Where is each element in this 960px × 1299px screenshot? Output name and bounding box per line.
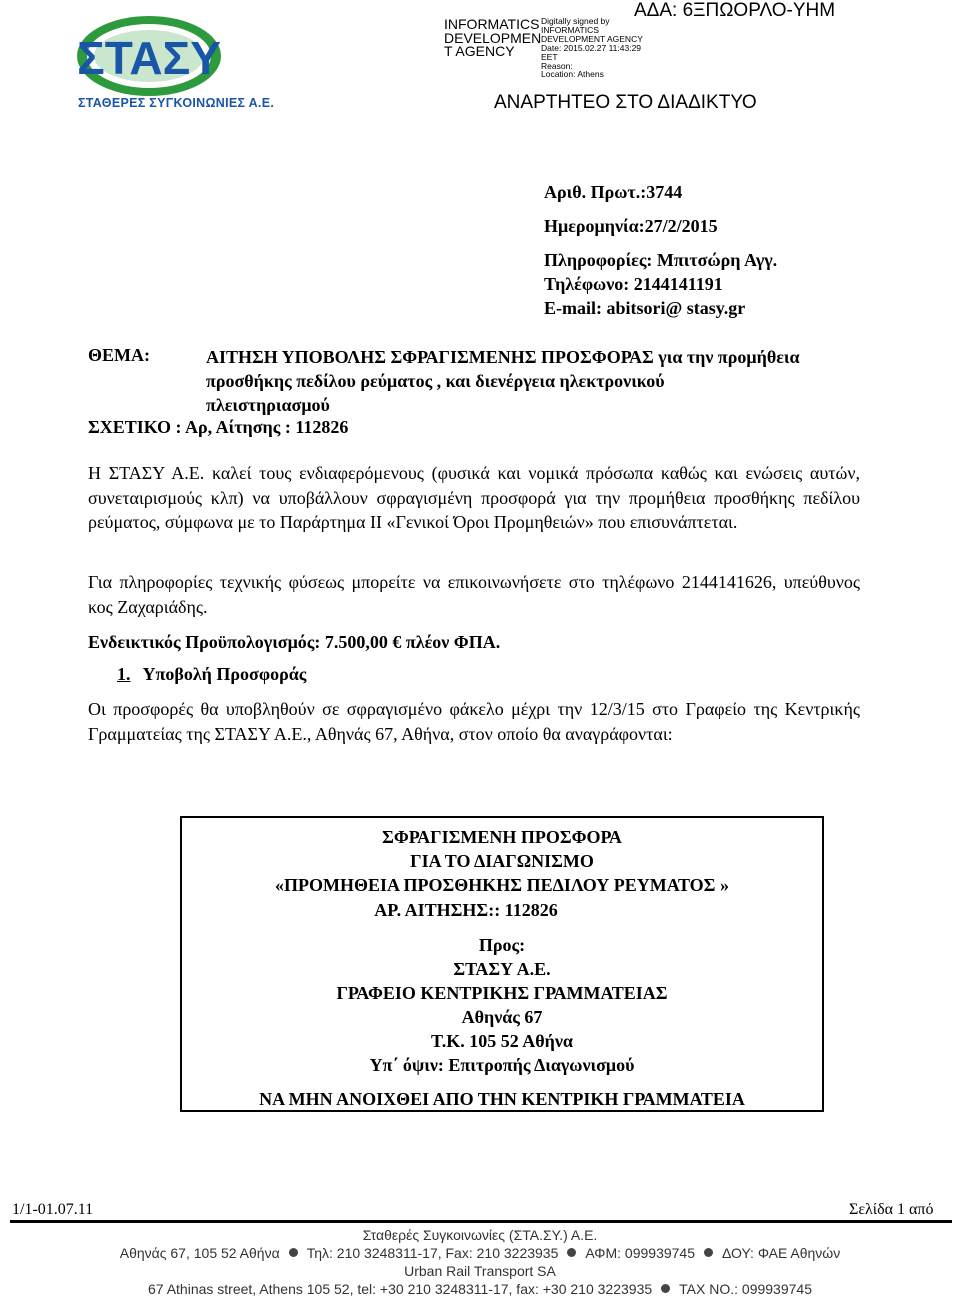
subject-label: ΘΕΜΑ: (88, 345, 150, 365)
envelope-line: «ΠΡΟΜΗΘΕΙΑ ΠΡΟΣΘΗΚΗΣ ΠΕΔΙΛΟΥ ΡΕΥΜΑΤΟΣ » (275, 875, 729, 895)
signature-detail-line: INFORMATICS (541, 24, 599, 35)
submission-paragraph: Οι προσφορές θα υποβληθούν σε σφραγισμένο φάκελο μέχρι την 12/3/15 στο Γραφείο της Κεντρικής Γραμματείας της ΣΤΑΣΥ Α.Ε., Αθηνάς 67, Αθήνα, στον οποίο θα αναγράφονται: (88, 699, 860, 744)
company-name-gr: Σταθερές Συγκοινωνίες (ΣΤΑ.ΣΥ.) Α.Ε. (362, 1227, 598, 1243)
technical-info-paragraph: Για πληροφορίες τεχνικής φύσεως μπορείτε να επικοινωνήσετε στο τηλέφωνο 2144141626, υπεύθυνος κος Ζαχαριάδης. (88, 572, 860, 617)
signature-details (541, 17, 643, 79)
address-gr: Αθηνάς 67, 105 52 Αθήνα (119, 1245, 280, 1261)
envelope-line: Προς: (478, 935, 526, 955)
subject-line: προσθήκης πεδίλου ρεύματος , και διενέργεια ηλεκτρονικού (206, 371, 665, 391)
signature-detail-line: Digitally signed by (541, 16, 610, 26)
related-reference: ΣΧΕΤΙΚΟ : Αρ, Αίτησης : 112826 (88, 417, 349, 437)
ada-code: ΑΔΑ: 6ΞΠΩΟΡΛΟ-ΥΗΜ (634, 0, 836, 21)
envelope-line: ΣΦΡΑΓΙΣΜΕΝΗ ΠΡΟΣΦΟΡΑ (382, 827, 622, 847)
envelope-line: ΓΙΑ ΤΟ ΔΙΑΓΩΝΙΣΜΟ (410, 851, 594, 871)
logo-text: ΣΤΑΣΥ (77, 32, 221, 84)
signature-name-line: INFORMATICS (444, 16, 540, 32)
subject-line: πλειστηριασμού (206, 395, 330, 415)
budget-line: Ενδεικτικός Προϋπολογισμός: 7.500,00 € πλέον ΦΠΑ. (88, 632, 501, 652)
section-number: 1. (117, 664, 131, 684)
document-code: 1/1-01.07.11 (12, 1201, 94, 1218)
envelope-line: Υπ΄ όψιν: Επιτροπής Διαγωνισμού (369, 1055, 635, 1075)
signature-name (444, 16, 542, 59)
signature-name-line: DEVELOPMEN (444, 29, 542, 46)
logo-caption: ΣΤΑΘΕΡΕΣ ΣΥΓΚΟΙΝΩΝΙΕΣ Α.Ε. (78, 96, 275, 110)
bullet-icon (289, 1248, 298, 1257)
page-number: Σελίδα 1 από (849, 1201, 934, 1218)
signature-name-line: T AGENCY (444, 43, 515, 59)
phone: Τηλέφωνο: 2144141191 (544, 274, 723, 294)
company-name-en: Urban Rail Transport SA (404, 1263, 556, 1279)
email: E-mail: abitsori@ stasy.gr (544, 298, 746, 318)
posted-notice: ΑΝΑΡΤΗΤΕΟ ΣΤΟ ΔΙΑΔΙΚΤΥΟ (494, 92, 757, 113)
signature-detail-line: EET (541, 51, 558, 62)
signature-detail-line: DEVELOPMENT AGENCY (541, 33, 643, 44)
envelope-line: ΑΡ. ΑΙΤΗΣΗΣ:: 112826 (374, 900, 558, 920)
footer-divider (10, 1220, 952, 1223)
subject-line: ΑΙΤΗΣΗ ΥΠΟΒΟΛΗΣ ΣΦΡΑΓΙΣΜΕΝΗΣ ΠΡΟΣΦΟΡΑΣ για την προμήθεια (206, 347, 800, 367)
document-date: Ημερομηνία:27/2/2015 (544, 216, 718, 236)
envelope-line: Αθηνάς 67 (461, 1007, 543, 1027)
envelope-line: ΓΡΑΦΕΙΟ ΚΕΝΤΡΙΚΗΣ ΓΡΑΜΜΑΤΕΙΑΣ (336, 983, 668, 1003)
envelope-line: Τ.Κ. 105 52 Αθήνα (431, 1031, 573, 1051)
tax-office-gr: ΔΟΥ: ΦΑΕ Αθηνών (722, 1245, 841, 1261)
subject-text (206, 345, 906, 417)
intro-paragraph: Η ΣΤΑΣΥ Α.Ε. καλεί τους ενδιαφερόμενους (φυσικά και νομικά πρόσωπα καθώς και ενώσεις αυτών, συνεταιρισμούς κλπ) να υποβάλλουν σφραγισμένη προσφορά για την προμήθεια προσθήκης πεδίλου ρεύματος, σύμφωνα με το Παράρτημα ΙΙ «Γενικοί Όροι Προμηθειών» που επισυνάπτεται. (88, 463, 860, 532)
info-contact: Πληροφορίες: Μπιτσώρη Αγγ. (544, 250, 778, 270)
address-en: 67 Athinas street, Athens 105 52, tel: +30 210 3248311-17, fax: +30 210 3223935 (148, 1281, 653, 1297)
section-heading (117, 664, 306, 685)
signature-detail-line: Location: Athens (541, 69, 604, 80)
bullet-icon (661, 1284, 670, 1293)
envelope-label-box (180, 816, 824, 1112)
envelope-line: ΣΤΑΣΥ Α.Ε. (453, 959, 551, 979)
bullet-icon (704, 1248, 713, 1257)
phone-fax-gr: Τηλ: 210 3248311-17, Fax: 210 3223935 (306, 1245, 559, 1261)
signature-detail-line: Date: 2015.02.27 11:43:29 (541, 42, 642, 53)
bullet-icon (567, 1248, 576, 1257)
company-contact-en (0, 1281, 960, 1297)
company-contact-gr (0, 1245, 960, 1261)
signature-detail-line: Reason: (541, 60, 573, 71)
protocol-number: Αριθ. Πρωτ.:3744 (544, 182, 683, 202)
vat-gr: ΑΦΜ: 099939745 (585, 1245, 695, 1261)
section-title: Υποβολή Προσφοράς (142, 664, 307, 684)
tax-no-en: TAX NO.: 099939745 (679, 1281, 812, 1297)
envelope-line: ΝΑ ΜΗΝ ΑΝΟΙΧΘΕΙ ΑΠΟ ΤΗΝ ΚΕΝΤΡΙΚΗ ΓΡΑΜΜΑΤΕΙΑ (259, 1089, 745, 1109)
